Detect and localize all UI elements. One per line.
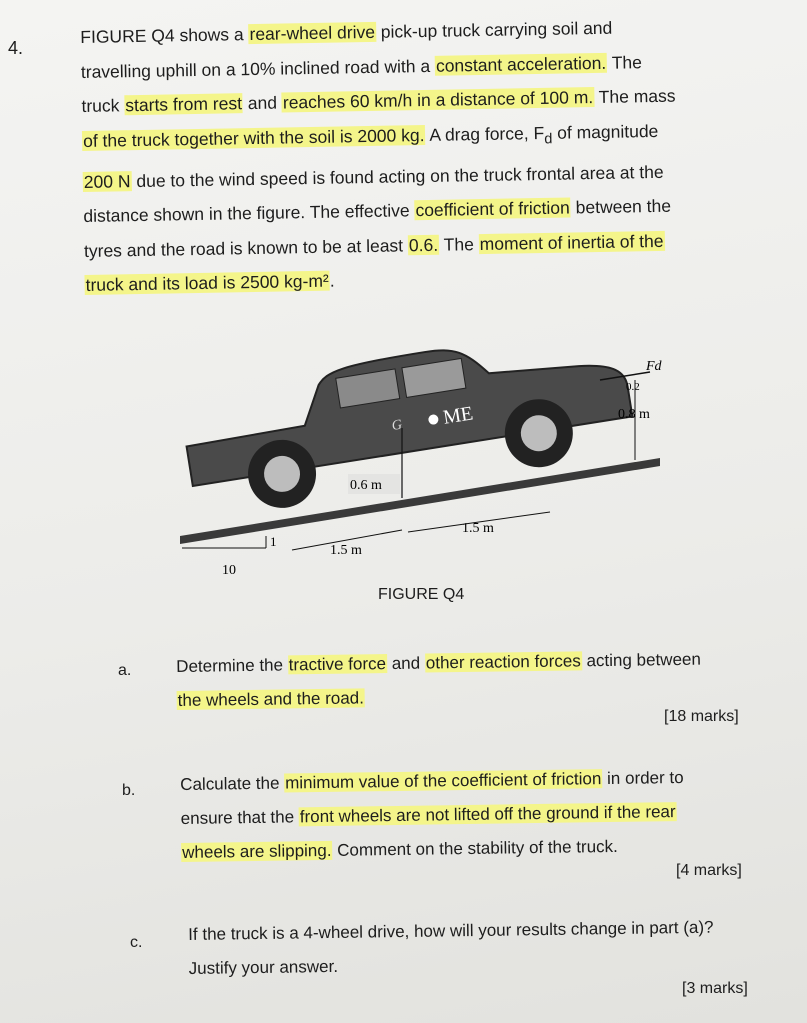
label-slope-1: 1 <box>270 534 277 549</box>
text-segment: in order to <box>602 767 684 789</box>
label-15m-right: 1.5 m <box>462 521 494 536</box>
text-segment: and <box>242 92 283 114</box>
text-segment: The mass <box>593 85 676 108</box>
label-slope-10: 10 <box>222 563 236 578</box>
highlighted-text: 200 N <box>83 170 131 192</box>
part-a-text <box>176 642 767 718</box>
text-segment: travelling uphill on a 10% inclined road with a <box>80 55 436 82</box>
label-02: 0.2 <box>626 381 640 393</box>
part-a-label: a. <box>118 662 132 679</box>
highlighted-text: coefficient of friction <box>415 197 570 221</box>
text-segment: Comment on the stability of the truck. <box>332 836 618 860</box>
part-c-marks: [3 marks] <box>682 980 748 997</box>
part-c-label: c. <box>130 934 143 951</box>
text-segment: . <box>329 270 335 291</box>
text-segment: acting between <box>581 649 701 671</box>
highlighted-text: tractive force <box>288 654 387 675</box>
text-segment: If the truck is a 4-wheel drive, how will your results change in part (a)? <box>188 917 714 944</box>
text-segment: A drag force, F <box>425 122 545 145</box>
highlighted-text: minimum value of the coefficient of friction <box>285 769 602 793</box>
highlighted-text: starts from rest <box>125 93 243 116</box>
part-c-text <box>188 910 779 986</box>
part-b-marks: [4 marks] <box>676 862 742 879</box>
question-number: 4. <box>8 38 24 58</box>
text-segment: and <box>386 653 425 674</box>
highlighted-text: reaches 60 km/h in a distance of 100 m. <box>282 87 594 113</box>
text-segment: ensure that the <box>180 807 299 828</box>
text-segment: of magnitude <box>552 120 659 143</box>
truck-illustration <box>178 322 638 522</box>
text-segment: The <box>607 51 643 73</box>
highlighted-text: moment of inertia of the <box>479 230 664 254</box>
text-segment: Calculate the <box>180 773 285 794</box>
truck-figure <box>180 340 660 590</box>
text-segment: tyres and the road is known to be at least <box>83 234 409 261</box>
truck-body <box>178 322 633 486</box>
text-segment: The <box>438 233 479 255</box>
highlighted-text: wheels are slipping. <box>182 840 332 862</box>
text-segment: FIGURE Q4 shows a <box>80 24 249 47</box>
label-15m-left: 1.5 m <box>330 543 362 558</box>
text-segment: d <box>544 130 553 147</box>
part-b-label: b. <box>122 782 136 799</box>
truck-logo: ME <box>441 402 475 429</box>
part-a-marks: [18 marks] <box>664 708 739 725</box>
text-segment: Determine the <box>176 655 288 676</box>
highlighted-text: of the truck together with the soil is 2000 kg. <box>82 124 425 151</box>
label-08m: 0.8 m <box>618 407 650 422</box>
text-segment: truck <box>81 95 125 116</box>
label-g: G <box>390 417 404 435</box>
text-segment: Justify your answer. <box>188 956 339 978</box>
highlighted-text: the wheels and the road. <box>177 688 365 710</box>
text-segment: between the <box>570 195 672 218</box>
figure-caption: FIGURE Q4 <box>378 586 465 603</box>
highlighted-text: truck and its load is 2500 kg-m² <box>85 270 329 295</box>
highlighted-text: rear-wheel drive <box>249 21 376 45</box>
label-fd: Fd <box>646 359 662 374</box>
highlighted-text: front wheels are not lifted off the ground if the rear <box>299 802 676 827</box>
part-b-text <box>180 760 781 870</box>
text-segment: pick-up truck carrying soil and <box>375 17 613 42</box>
highlighted-text: other reaction forces <box>425 651 581 673</box>
text-segment: due to the wind speed is found acting on the truck frontal area at the <box>131 161 664 191</box>
question-text <box>80 8 750 302</box>
highlighted-text: 0.6. <box>408 234 439 255</box>
text-segment: distance shown in the figure. The effective <box>83 200 415 226</box>
highlighted-text: constant acceleration. <box>435 52 607 76</box>
label-06m: 0.6 m <box>350 478 382 493</box>
